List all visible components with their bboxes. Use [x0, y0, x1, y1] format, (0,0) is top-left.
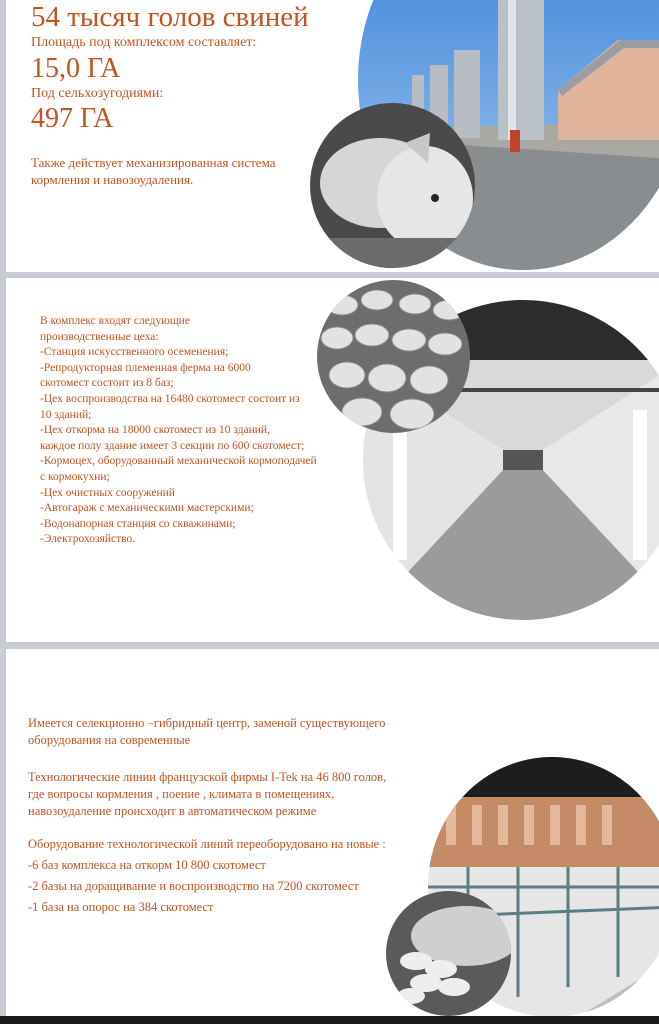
p2-line-1: Технологические линии французской фирмы I-Tek на 46 800 голов, — [28, 770, 387, 784]
shops-line: -Цех воспроизводства на 16480 скотомест состоит из — [40, 392, 300, 405]
p1-line-1: Имеется селекционно –гибридный центр, заменой существующего — [28, 716, 386, 730]
shops-line: -Водонапорная станция со скважинами; — [40, 517, 236, 530]
shops-line: -Автогараж с механическими мастерскими; — [40, 502, 254, 515]
p2-line-3: навозоудаление происходит в автоматическом режиме — [28, 804, 317, 818]
shops-line: скотомест состоит из 8 баз; — [40, 377, 174, 390]
p1-line-2: оборудования на современные — [28, 733, 191, 747]
shops-line: 10 зданий; — [40, 408, 92, 421]
shops-line: -Электрохозяйство. — [40, 533, 136, 546]
slide-production-shops — [6, 278, 659, 642]
shops-line: производственные цеха: — [40, 330, 159, 343]
sow-piglets-photo — [386, 891, 511, 1016]
pigs-herd-photo — [317, 280, 470, 433]
shops-line: -Кормоцех, оборудованный механической кормоподачей — [40, 455, 317, 468]
p3-line-4: -1 база на опорос на 384 скотомест — [28, 900, 214, 914]
shops-line: -Цех откорма на 18000 скотомест из 10 зданий, — [40, 424, 270, 437]
shops-line: с кормокухни; — [40, 470, 110, 483]
note-line-1: Также действует механизированная система — [31, 155, 276, 170]
area-label: Площадь под комплексом составляет: — [31, 35, 257, 50]
slide1-title: 54 тысяч голов свиней — [31, 1, 309, 33]
p3-line-2: -6 баз комплекса на откорм 10 800 скотомест — [28, 858, 266, 872]
shops-line: -Цех очистных сооружений — [40, 486, 175, 499]
itek-lines-paragraph — [28, 769, 386, 820]
farmland-label: Под сельхозугодиями: — [31, 86, 164, 101]
p3-line-3: -2 базы на доращивание и воспроизводство на 7200 скотомест — [28, 879, 359, 893]
slide-herd-overview — [6, 0, 659, 272]
area-value: 15,0 ГА — [31, 53, 121, 84]
slide-equipment — [6, 649, 659, 1016]
shops-line: В комплекс входят следующие — [40, 315, 190, 327]
bottom-border — [0, 1016, 659, 1024]
shops-line: каждое полу здание имеет 3 секции по 600 скотомест; — [40, 439, 305, 452]
selection-center-paragraph — [28, 715, 385, 749]
p3-line-1: Оборудование технологической линий переоборудовано на новые : — [28, 837, 386, 851]
mechanization-note — [31, 154, 276, 188]
p2-line-2: где вопросы кормления , поение , климата в помещениях, — [28, 787, 335, 801]
shops-line: -Станция искусственного осеменения; — [40, 346, 229, 359]
equipment-upgrade-paragraph — [28, 834, 386, 918]
note-line-2: кормления и навозоудаления. — [31, 172, 194, 187]
piglets-photo — [310, 103, 475, 268]
farmland-value: 497 ГА — [31, 103, 114, 134]
shops-line: -Репродукторная племенная ферма на 6000 — [40, 361, 251, 374]
